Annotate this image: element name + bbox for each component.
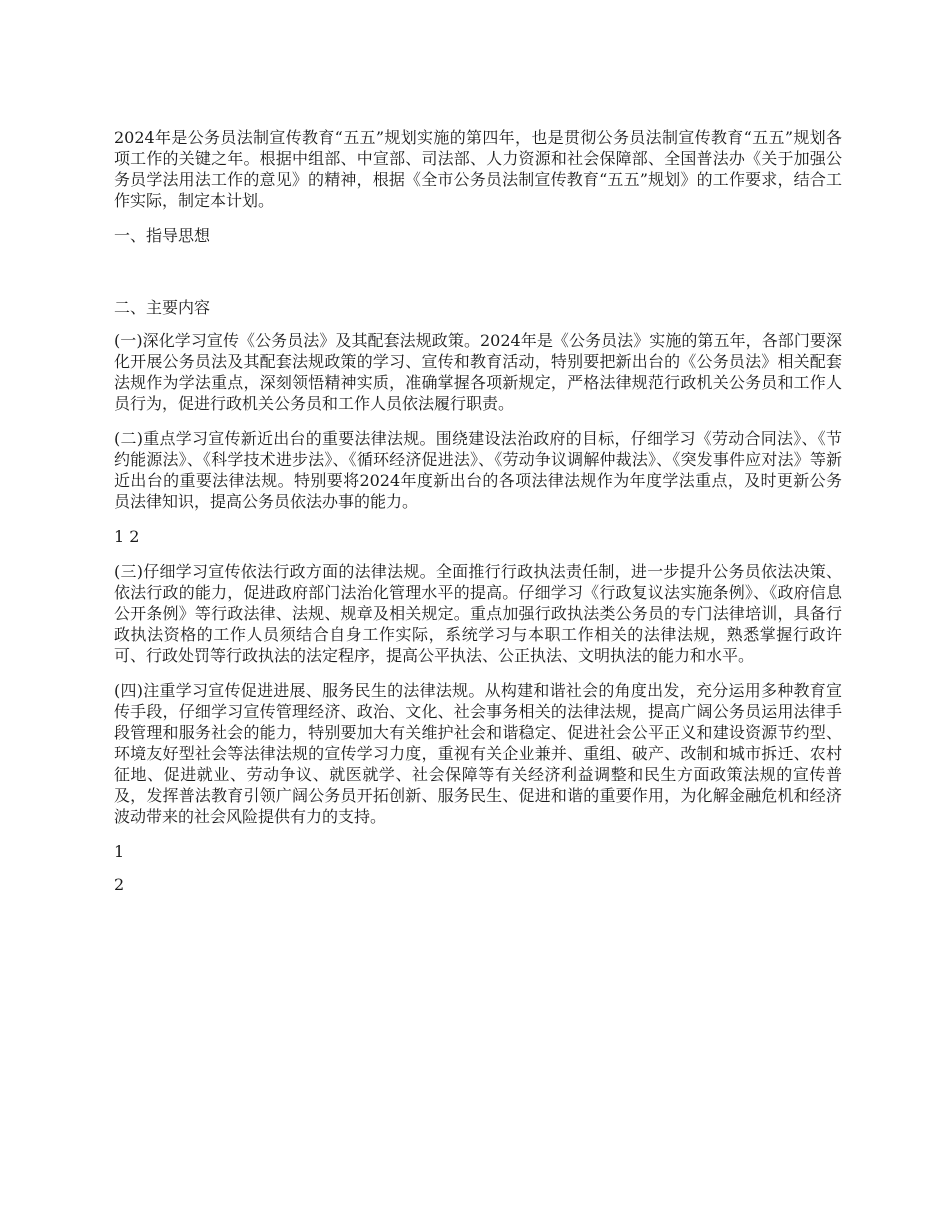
page-marker: 1 2	[114, 527, 140, 546]
section-heading-guiding-ideology: 一、指导思想	[114, 226, 211, 245]
paragraph-item-1: (一)深化学习宣传《公务员法》及其配套法规政策。2024年是《公务员法》实施的第五年，各部门要深化开展公务员法及其配套法规政策的学习、宣传和教育活动，特别要把新出台的《公务员法》相关配套法规作为学法重点，深刻领悟精神实质，准确掌握各项新规定，严格法律规范行政机关公务员和工作人员行为，促进行政机关公务员和工作人员依法履行职责。	[114, 331, 842, 413]
paragraph-item-3: (三)仔细学习宣传依法行政方面的法律法规。全面推行行政执法责任制，进一步提升公务员依法决策、依法行政的能力，促进政府部门法治化管理水平的提高。仔细学习《行政复议法实施条例》、《政府信息公开条例》等行政法律、法规、规章及相关规定。重点加强行政执法类公务员的专门法律培训，具备行政执法资格的工作人员须结合自身工作实际，系统学习与本职工作相关的法律法规，熟悉掌握行政许可、行政处罚等行政执法的法定程序，提高公平执法、公正执法、文明执法的能力和水平。	[114, 562, 842, 665]
document-body	[114, 127, 842, 895]
paragraph-item-4: (四)注重学习宣传促进进展、服务民生的法律法规。从构建和谐社会的角度出发，充分运用多种教育宣传手段，仔细学习宣传管理经济、政治、文化、社会事务相关的法律法规，提高广阔公务员运用法律手段管理和服务社会的能力，特别要加大有关维护社会和谐稳定、促进社会公平正义和建设资源节约型、环境友好型社会等法律法规的宣传学习力度，重视有关企业兼并、重组、破产、改制和城市拆迁、农村征地、促进就业、劳动争议、就医就学、社会保障等有关经济利益调整和民生方面政策法规的宣传普及，发挥普法教育引领广阔公务员开拓创新、服务民生、促进和谐的重要作用，为化解金融危机和经济波动带来的社会风险提供有力的支持。	[114, 681, 842, 826]
page-marker: 2	[114, 875, 125, 894]
paragraph-item-2: (二)重点学习宣传新近出台的重要法律法规。围绕建设法治政府的目标，仔细学习《劳动合同法》、《节约能源法》、《科学技术进步法》、《循环经济促进法》、《劳动争议调解仲裁法》、《突发事件应对法》等新近出台的重要法律法规。特别要将2024年度新出台的各项法律法规作为年度学法重点，及时更新公务员法律知识，提高公务员依法办事的能力。	[114, 429, 842, 511]
section-heading-main-content: 二、主要内容	[114, 298, 211, 317]
page-marker: 1	[114, 842, 125, 861]
intro-paragraph: 2024年是公务员法制宣传教育“五五”规划实施的第四年，也是贯彻公务员法制宣传教育“五五”规划各项工作的关键之年。根据中组部、中宣部、司法部、人力资源和社会保障部、全国普法办《关于加强公务员学法用法工作的意见》的精神，根据《全市公务员法制宣传教育“五五”规划》的工作要求，结合工作实际，制定本计划。	[114, 128, 842, 210]
